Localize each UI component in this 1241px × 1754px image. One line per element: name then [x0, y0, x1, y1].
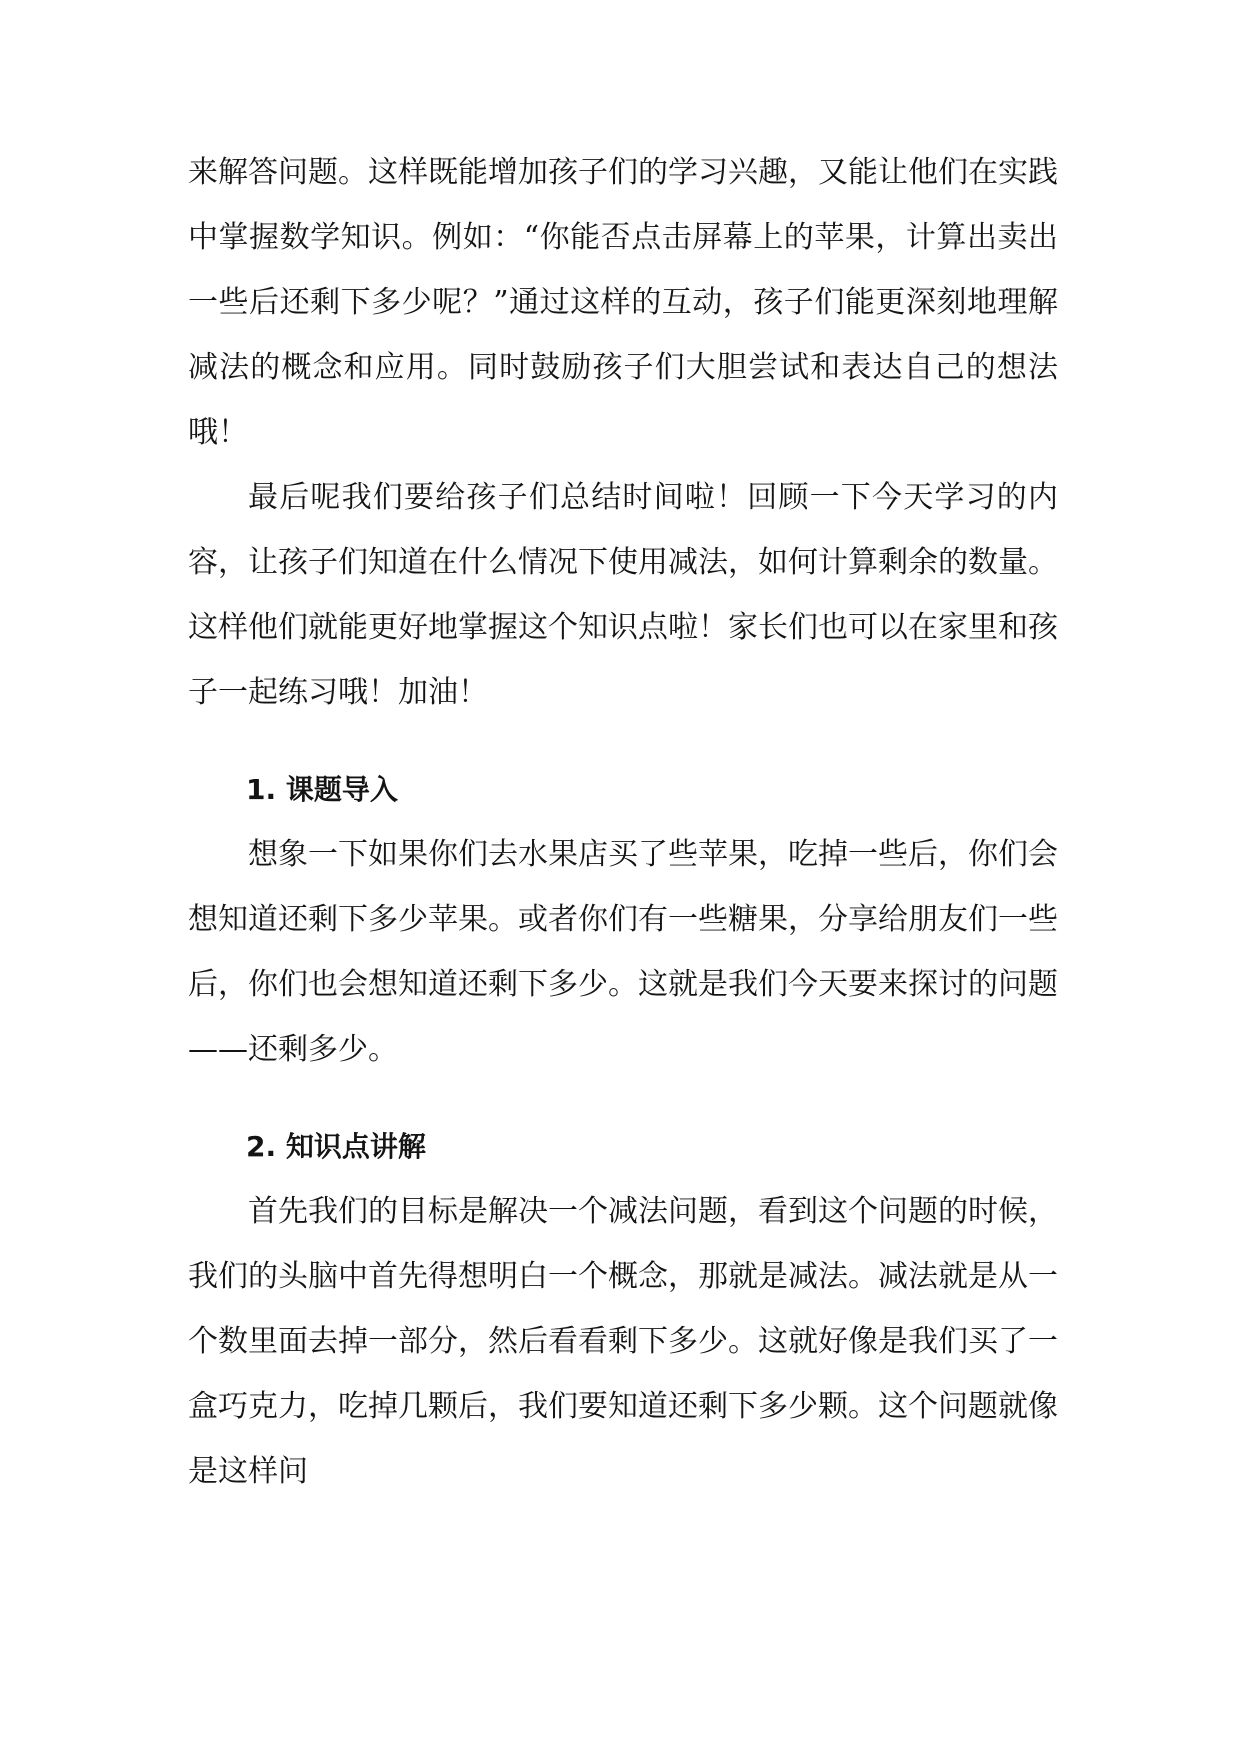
document-body	[188, 140, 1058, 1504]
paragraph-continuation: 来解答问题。这样既能增加孩子们的学习兴趣，又能让他们在实践中掌握数学知识。例如：“你能否点击屏幕上的苹果，计算出卖出一些后还剩下多少呢？”通过这样的互动，孩子们能更深刻地理解减法的概念和应用。同时鼓励孩子们大胆尝试和表达自己的想法哦！	[188, 155, 1058, 450]
section-spacer	[188, 725, 1058, 757]
section-heading-intro: 1. 课题导入	[246, 773, 398, 806]
section-spacer	[188, 1082, 1058, 1114]
paragraph-knowledge: 首先我们的目标是解决一个减法问题，看到这个问题的时候，我们的头脑中首先得想明白一个概念，那就是减法。减法就是从一个数里面去掉一部分，然后看看剩下多少。这就好像是我们买了一盒巧克力，吃掉几颗后，我们要知道还剩下多少颗。这个问题就像是这样问	[188, 1194, 1058, 1489]
paragraph-summary: 最后呢我们要给孩子们总结时间啦！回顾一下今天学习的内容，让孩子们知道在什么情况下使用减法，如何计算剩余的数量。这样他们就能更好地掌握这个知识点啦！家长们也可以在家里和孩子一起练习哦！加油！	[188, 480, 1058, 710]
section-heading-knowledge: 2. 知识点讲解	[246, 1130, 426, 1163]
paragraph-intro: 想象一下如果你们去水果店买了些苹果，吃掉一些后，你们会想知道还剩下多少苹果。或者你们有一些糖果，分享给朋友们一些后，你们也会想知道还剩下多少。这就是我们今天要来探讨的问题——还剩多少。	[188, 837, 1058, 1067]
